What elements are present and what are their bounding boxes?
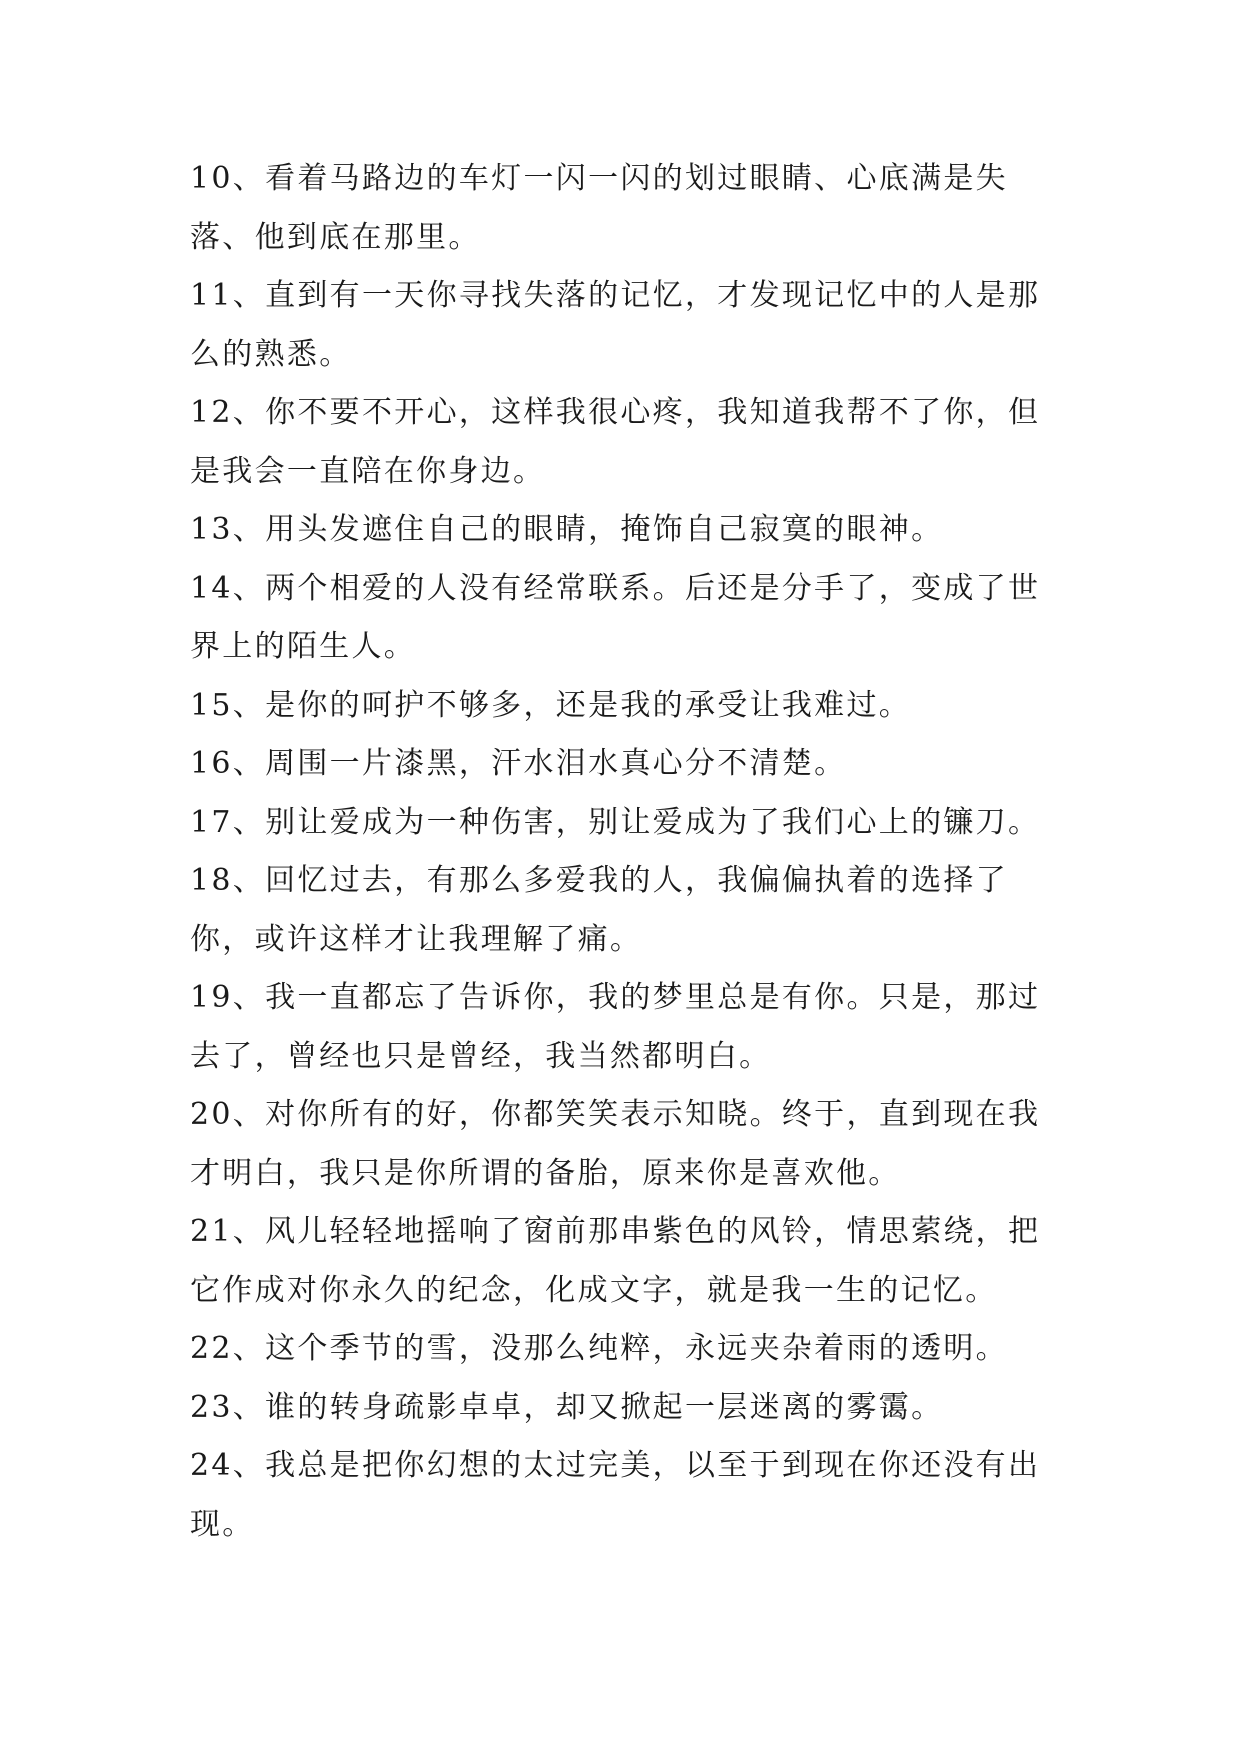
paragraph-14: 14、两个相爱的人没有经常联系。后还是分手了，变成了世界上的陌生人。 <box>190 570 1041 664</box>
paragraph-18: 18、回忆过去，有那么多爱我的人，我偏偏执着的选择了你，或许这样才让我理解了痛。 <box>190 863 1008 957</box>
paragraph-12: 12、你不要不开心，这样我很心疼，我知道我帮不了你，但是我会一直陪在你身边。 <box>190 395 1041 489</box>
paragraph-19: 19、我一直都忘了告诉你，我的梦里总是有你。只是，那过去了，曾经也只是曾经，我当然都明白。 <box>190 980 1041 1074</box>
paragraph-21: 21、风儿轻轻地摇响了窗前那串紫色的风铃，情思萦绕，把它作成对你永久的纪念，化成文字，就是我一生的记忆。 <box>190 1214 1041 1308</box>
paragraph-17: 17、别让爱成为一种伤害，别让爱成为了我们心上的镰刀。 <box>190 804 1041 840</box>
paragraph-24: 24、我总是把你幻想的太过完美，以至于到现在你还没有出现。 <box>190 1448 1041 1542</box>
paragraph-10: 10、看着马路边的车灯一闪一闪的划过眼睛、心底满是失落、他到底在那里。 <box>190 161 1008 255</box>
paragraph-23: 23、谁的转身疏影卓卓，却又掀起一层迷离的雾霭。 <box>190 1389 944 1425</box>
paragraph-20: 20、对你所有的好，你都笑笑表示知晓。终于，直到现在我才明白，我只是你所谓的备胎，原来你是喜欢他。 <box>190 1097 1041 1191</box>
paragraph-22: 22、这个季节的雪，没那么纯粹，永远夹杂着雨的透明。 <box>190 1331 1008 1366</box>
paragraph-16: 16、周围一片漆黑，汗水泪水真心分不清楚。 <box>190 746 847 781</box>
paragraph-13: 13、用头发遮住自己的眼睛，掩饰自己寂寞的眼神。 <box>190 512 944 547</box>
document-body <box>190 150 1070 1554</box>
paragraph-11: 11、直到有一天你寻找失落的记忆，才发现记忆中的人是那么的熟悉。 <box>190 278 1041 372</box>
paragraph-15: 15、是你的呵护不够多，还是我的承受让我难过。 <box>190 687 912 723</box>
